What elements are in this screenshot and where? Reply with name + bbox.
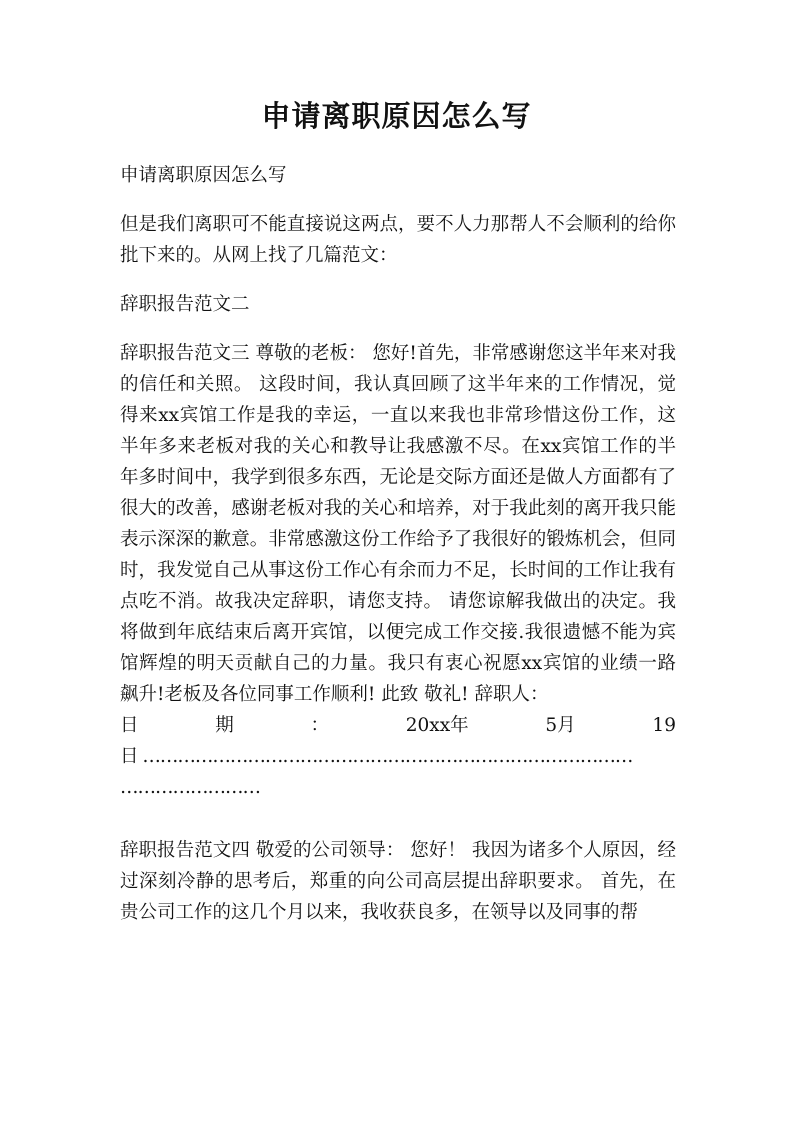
date-char-period: 期 — [215, 715, 234, 736]
sample-four-paragraph: 辞职报告范文四 敬爱的公司领导： 您好！ 我因为诸多个人原因，经过深刻冷静的思考后，郑重的向公司高层提出辞职要求。 首先，在贵公司工作的这几个月以来，我收获良多，在领导以及同事的帮 — [120, 840, 676, 923]
date-colon: ： — [310, 715, 330, 736]
day-char: 日 — [120, 746, 138, 767]
date-char-day-label: 日 — [120, 715, 139, 736]
date-row — [120, 710, 676, 741]
intro-paragraph: 但是我们离职可不能直接说这两点，要不人力那帮人不会顺利的给你批下来的。从网上找了几篇范文： — [120, 214, 676, 266]
dots-line-1: ………………………………………………………………………… — [142, 746, 633, 767]
sample-three-block — [120, 338, 676, 803]
dots-line-2: …………………… — [120, 777, 260, 798]
document-title: 申请离职原因怎么写 — [261, 99, 532, 133]
day-and-dots-line — [120, 741, 676, 772]
subtitle-paragraph: 申请离职原因怎么写 — [120, 165, 287, 186]
date-month: 5月 — [545, 715, 576, 736]
document-body — [120, 160, 676, 946]
sample-three-text: 辞职报告范文三 尊敬的老板： 您好!首先，非常感谢您这半年来对我的信任和关照。 这段时间，我认真回顾了这半年来的工作情况，觉得来xx宾馆工作是我的幸运，一直以来我也非常珍惜这份工作，这半年多来老板对我的关心和教导让我感激不尽。在xx宾馆工作的半年多时间中，我学到很多东西，无论是交际方面还是做人方面都有了很大的改善，感谢老板对我的关心和培养，对于我此刻的离开我只能表示深深的歉意。非常感激这份工作给予了我很好的锻炼机会，但同时，我发觉自己从事这份工作心有余而力不足，长时间的工作让我有点吃不消。故我决定辞职，请您支持。 请您谅解我做出的决定。我将做到年底结束后离开宾馆，以便完成工作交接.我很遗憾不能为宾馆辉煌的明天贡献自己的力量。我只有衷心祝愿xx宾馆的业绩一路飙升!老板及各位同事工作顺利! 此致 敬礼! 辞职人： — [120, 343, 676, 705]
date-day-number: 19 — [652, 715, 676, 736]
sample-two-heading: 辞职报告范文二 — [120, 294, 250, 315]
date-year: 20xx年 — [405, 715, 469, 736]
